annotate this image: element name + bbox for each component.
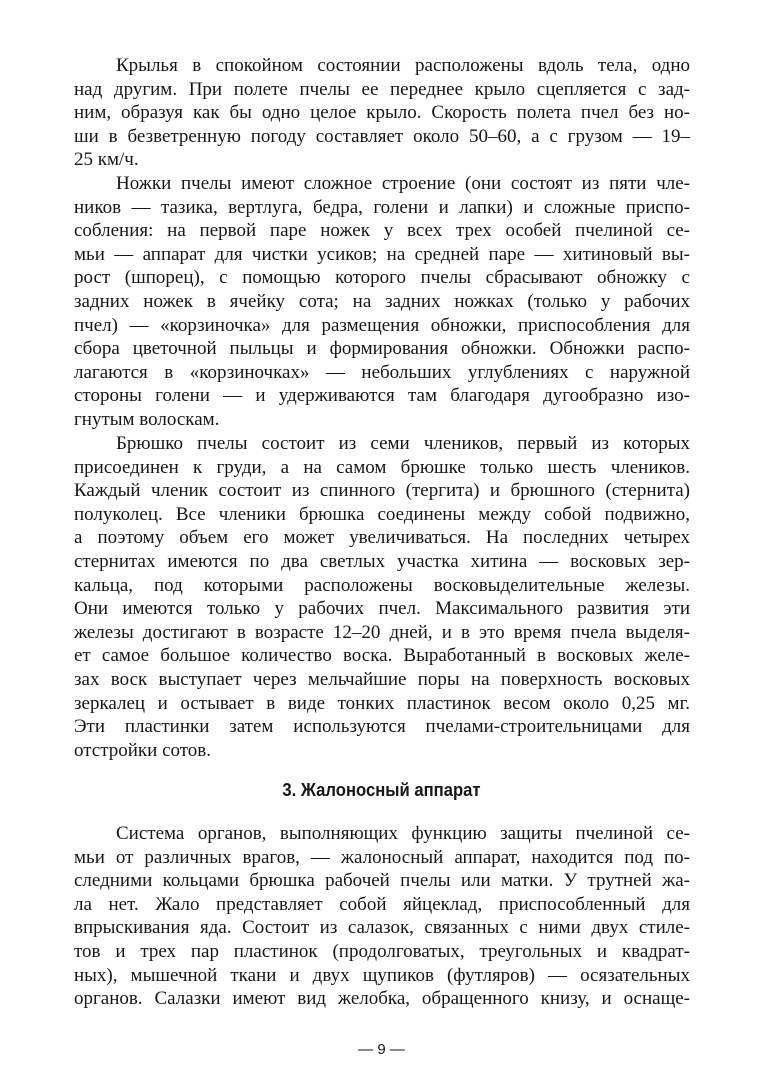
text-line: стороны голени — и удерживаются там благодаря дугообразно изо- — [74, 385, 690, 407]
text-line: ных), мышечной ткани и двух щупиков (футляров) — осязательных — [74, 964, 690, 986]
text-line: 25 км/ч. — [74, 149, 139, 171]
text-line: мьи от различных врагов, — жалоносный аппарат, находится под по- — [74, 846, 690, 868]
text-line: ним, образуя как бы одно целое крыло. Скорость полета пчел без но- — [74, 102, 690, 124]
paragraph-abdomen — [74, 432, 690, 762]
text-line: над другим. При полете пчелы ее переднее крыло сцепляется с зад- — [74, 78, 690, 100]
text-line: ет самое большое количество воска. Выработанный в восковых желе- — [74, 645, 690, 667]
text-line: зеркалец и остывает в виде тонких пластинок весом около 0,25 мг. — [74, 692, 690, 714]
text-line: отстройки сотов. — [74, 739, 212, 761]
text-line: собления: на первой паре ножек у всех трех особей пчелиной се- — [74, 220, 690, 242]
section-heading: 3. Жалоносный аппарат — [282, 779, 481, 800]
text-line: Эти пластинки затем используются пчелами-строительницами для — [74, 716, 690, 738]
text-line: лагаются в «корзиночках» — небольших углублениях с наружной — [74, 361, 690, 383]
text-line: Они имеются только у рабочих пчел. Максимального развития эти — [74, 598, 690, 620]
text-line: зах воск выступает через мельчайшие поры на поверхность восковых — [74, 668, 690, 690]
text-line: Брюшко пчелы состоит из семи члеников, первый из которых — [116, 433, 690, 454]
text-line: Система органов, выполняющих функцию защиты пчелиной се- — [116, 823, 690, 844]
text-line: присоединен к груди, а на самом брюшке только шесть члеников. — [74, 456, 690, 478]
paragraph-legs — [74, 172, 690, 432]
text-line: Каждый членик состоит из спинного (тергита) и брюшного (стернита) — [74, 480, 690, 502]
text-line: органов. Салазки имеют вид желобка, обращенного книзу, и оснаще- — [74, 988, 690, 1010]
text-line: ши в безветренную погоду составляет около 50–60, а с грузом — 19– — [74, 125, 690, 147]
text-line: следними кольцами брюшка рабочей пчелы или матки. У трутней жа- — [74, 870, 690, 892]
text-line: кальца, под которыми расположены восковыделительные железы. — [74, 574, 690, 596]
text-line: впрыскивания яда. Состоит из салазок, связанных с ними двух стиле- — [74, 917, 690, 939]
text-line: а поэтому объем его может увеличиваться. На последних четырех — [74, 527, 690, 549]
text-line: ла нет. Жало представляет собой яйцеклад, приспособленный для — [74, 893, 690, 915]
text-line: задних ножек в ячейку сота; на задних ножках (только у рабочих — [74, 290, 690, 312]
text-line: полуколец. Все членики брюшка соединены между собой подвижно, — [74, 503, 690, 525]
text-line: рост (шпорец), с помощью которого пчелы сбрасывают обножку с — [74, 267, 690, 289]
paragraph-wings — [74, 54, 690, 172]
paragraph-sting-apparatus — [74, 822, 690, 1011]
text-line: сбора цветочной пыльцы и формирования обножки. Обножки распо- — [74, 338, 690, 360]
text-line: Крылья в спокойном состоянии расположены вдоль тела, одно — [116, 55, 690, 76]
text-line: гнутым волоскам. — [74, 408, 220, 430]
text-line: тов и трех пар пластинок (продолговатых, треугольных и квадрат- — [74, 940, 690, 962]
text-line: мьи — аппарат для чистки усиков; на средней паре — хитиновый вы- — [74, 243, 690, 265]
text-line: железы достигают в возрасте 12–20 дней, и в это время пчела выделя- — [74, 621, 690, 643]
text-line: пчел) — «корзиночка» для размещения обножки, приспособления для — [74, 314, 690, 336]
page-number: — 9 — — [358, 1041, 405, 1058]
text-line: ников — тазика, вертлуга, бедра, голени и лапки) и сложные приспо- — [74, 196, 690, 218]
text-line: Ножки пчелы имеют сложное строение (они состоят из пяти чле- — [116, 173, 690, 194]
text-line: стернитах имеются по два светлых участка хитина — восковых зер- — [74, 550, 690, 572]
